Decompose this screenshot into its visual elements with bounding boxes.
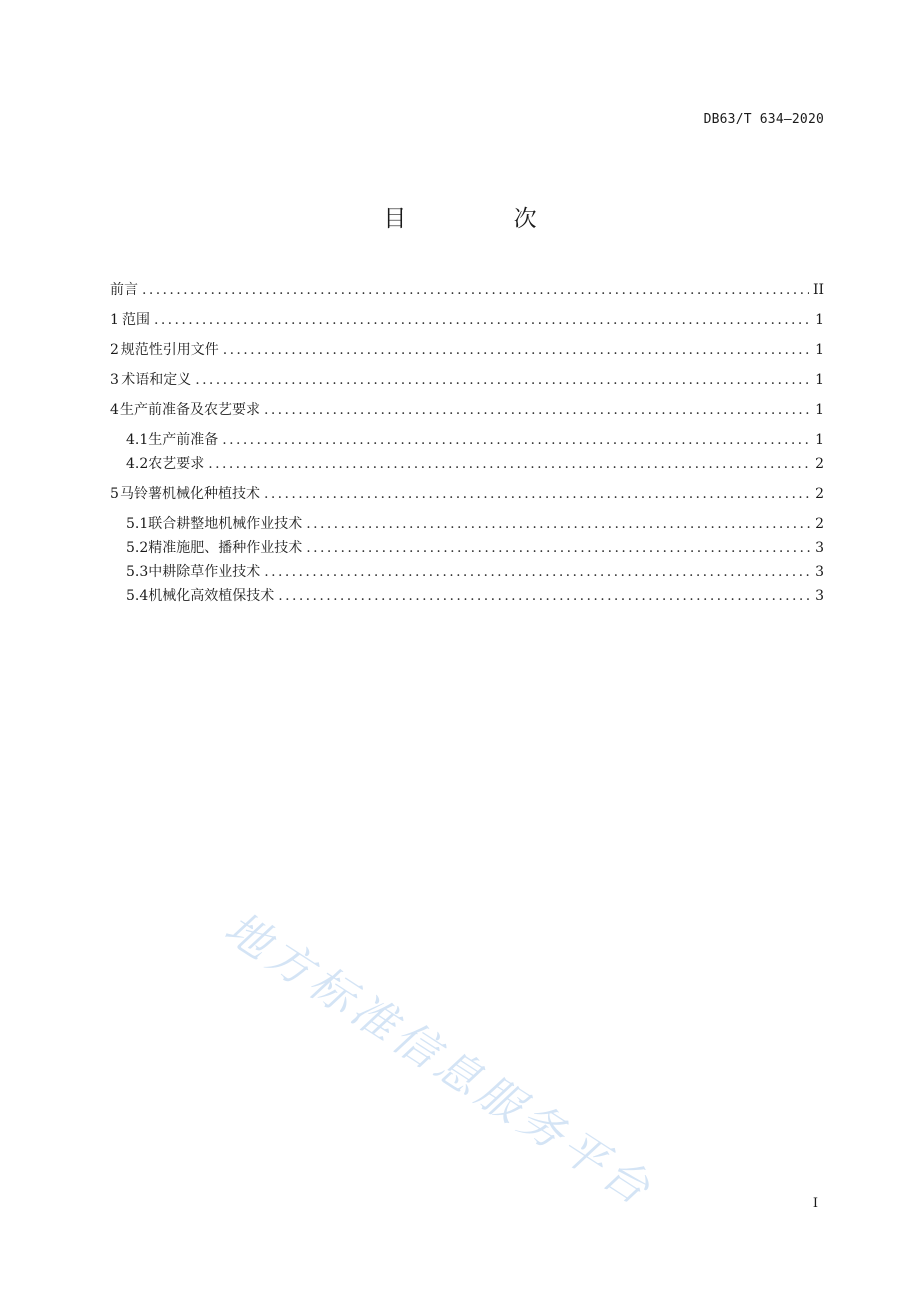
toc-entry-title: 生产前准备 [148,432,219,448]
toc-entry-4-1[interactable] [126,429,824,449]
page-number: I [812,1196,818,1211]
toc-entry-1[interactable] [110,309,824,329]
toc-entry-title: 规范性引用文件 [120,342,219,358]
toc-entry-page: 3 [815,588,824,604]
toc-entry-title: 马铃薯机械化种植技术 [119,486,260,502]
toc-entry-foreword[interactable] [110,279,824,299]
dot-leader [306,516,811,532]
toc-entry-page: 1 [815,372,824,388]
toc-entry-number: 1 [110,312,119,328]
toc-entry-title: 前言 [110,282,138,298]
dot-leader [142,282,809,298]
toc-entry-title: 中耕除草作业技术 [148,564,261,580]
toc-entry-page: 1 [815,342,824,358]
toc-entry-number: 3 [110,372,119,388]
dot-leader [154,312,811,328]
toc-entry-page: 2 [815,456,824,472]
toc-entry-4-2[interactable] [126,453,824,473]
toc-entry-4[interactable] [110,399,824,419]
toc-entry-page: 2 [815,516,824,532]
dot-leader [223,342,811,358]
toc-entry-5-3[interactable] [126,561,824,581]
toc-entry-number: 4.2 [126,456,149,472]
toc-entry-title: 联合耕整地机械作业技术 [148,516,303,532]
toc-entry-title: 范围 [121,312,150,328]
toc-entry-3[interactable] [110,369,824,389]
toc-entry-number: 4 [110,402,119,418]
watermark-text: 地方标准信息服务平台 [215,902,663,1218]
toc-entry-title: 精准施肥、播种作业技术 [148,540,303,556]
toc-entry-5-2[interactable] [126,537,824,557]
toc-entry-number: 2 [110,342,119,358]
dot-leader [264,564,811,580]
dot-leader [208,456,811,472]
toc-entry-title: 术语和定义 [121,372,192,388]
toc-entry-5-4[interactable] [126,585,824,605]
toc-entry-number: 5.2 [126,540,149,556]
toc-entry-number: 5.3 [126,564,149,580]
dot-leader [264,486,811,502]
toc-entry-page: 3 [815,540,824,556]
dot-leader [278,588,811,604]
toc-entry-title: 生产前准备及农艺要求 [119,402,260,418]
toc-entry-5[interactable] [110,483,824,503]
toc-entry-number: 4.1 [126,432,149,448]
toc-entry-title: 机械化高效植保技术 [148,588,275,604]
dot-leader [306,540,811,556]
toc-entry-number: 5.4 [126,588,149,604]
toc-entry-5-1[interactable] [126,513,824,533]
toc-entry-page: 1 [815,432,824,448]
toc-entry-page: 1 [815,402,824,418]
dot-leader [264,402,811,418]
toc-entry-title: 农艺要求 [148,456,205,472]
toc-entry-page: II [812,282,824,298]
toc-entry-page: 3 [815,564,824,580]
dot-leader [195,372,811,388]
toc-entry-page: 2 [815,486,824,502]
toc-entry-page: 1 [815,312,824,328]
dot-leader [222,432,811,448]
toc-entry-2[interactable] [110,339,824,359]
toc-title: 目 次 [383,206,587,232]
toc-entry-number: 5 [110,486,119,502]
document-code: DB63/T 634—2020 [703,112,824,127]
toc-entry-number: 5.1 [126,516,149,532]
